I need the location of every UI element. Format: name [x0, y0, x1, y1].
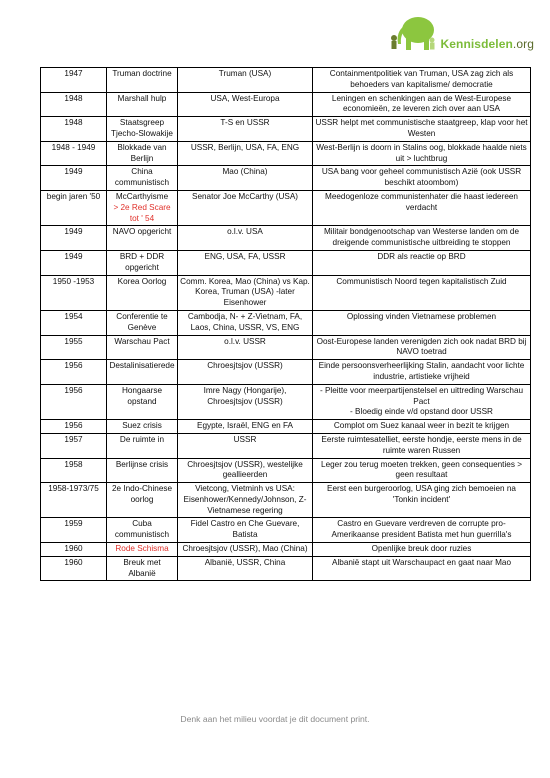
event-label: China communistisch — [114, 167, 170, 188]
event-cell — [107, 275, 178, 310]
event-cell — [107, 335, 178, 360]
event-label: Destalinisatierede — [109, 361, 175, 371]
table-row — [41, 543, 531, 557]
year-cell: 1948 — [41, 92, 107, 117]
event-cell — [107, 166, 178, 191]
year-cell: begin jaren '50 — [41, 190, 107, 225]
event-cell — [107, 543, 178, 557]
event-label: Cuba communistisch — [114, 519, 170, 540]
event-cell — [107, 190, 178, 225]
table-row — [41, 458, 531, 483]
event-cell — [107, 68, 178, 93]
parties-cell: Cambodja, N- + Z-Vietnam, FA, Laos, China, USSR, VS, ENG — [178, 310, 313, 335]
year-cell: 1958-1973/75 — [41, 483, 107, 518]
footer-note: Denk aan het milieu voordat je dit document print. — [180, 714, 370, 724]
table-row — [41, 433, 531, 458]
description-cell: Eerste ruimtesatelliet, eerste hondje, eerste mens in de ruimte waren Russen — [313, 433, 531, 458]
table-row — [41, 68, 531, 93]
parties-cell: ENG, USA, FA, USSR — [178, 250, 313, 275]
event-label: NAVO opgericht — [112, 227, 172, 237]
people-logo-icon — [388, 10, 438, 52]
parties-cell: Chroesjtsjov (USSR), Mao (China) — [178, 543, 313, 557]
event-label-highlight: > 2e Red Scare tot ' 54 — [113, 202, 171, 223]
parties-cell: Albanië, USSR, China — [178, 556, 313, 581]
event-label: BRD + DDR opgericht — [119, 251, 165, 272]
table-row — [41, 166, 531, 191]
logo-text-main: Kennisdelen — [440, 37, 513, 51]
table-row — [41, 275, 531, 310]
year-cell: 1956 — [41, 384, 107, 419]
table-row — [41, 360, 531, 385]
parties-cell: Truman (USA) — [178, 68, 313, 93]
description-cell: Oplossing vinden Vietnamese problemen — [313, 310, 531, 335]
year-cell: 1959 — [41, 518, 107, 543]
table-row — [41, 141, 531, 166]
parties-cell: USSR, Berlijn, USA, FA, ENG — [178, 141, 313, 166]
event-label: Hongaarse opstand — [121, 385, 163, 406]
description-cell: Openlijke breuk door ruzies — [313, 543, 531, 557]
parties-cell: USSR — [178, 433, 313, 458]
event-label-highlight: Rode Schisma — [115, 544, 169, 554]
logo-wordmark — [440, 38, 534, 50]
year-cell: 1960 — [41, 556, 107, 581]
description-cell: USA bang voor geheel communistisch Azië (ook USSR beschikt atoombom) — [313, 166, 531, 191]
event-cell — [107, 92, 178, 117]
year-cell: 1950 -1953 — [41, 275, 107, 310]
event-label: Warschau Pact — [114, 336, 170, 346]
year-cell: 1949 — [41, 226, 107, 251]
event-label: Breuk met Albanië — [123, 557, 161, 578]
parties-cell: Chroesjtsjov (USSR), westelijke geallieerden — [178, 458, 313, 483]
table-row — [41, 92, 531, 117]
parties-cell: Egypte, Israël, ENG en FA — [178, 420, 313, 434]
event-label: Truman doctrine — [112, 69, 172, 78]
table-row — [41, 226, 531, 251]
event-cell — [107, 556, 178, 581]
parties-cell: Senator Joe McCarthy (USA) — [178, 190, 313, 225]
description-cell: Complot om Suez kanaal weer in bezit te krijgen — [313, 420, 531, 434]
event-cell — [107, 141, 178, 166]
kennisdelen-logo — [388, 10, 534, 52]
table-row — [41, 117, 531, 142]
logo-text-suffix: .org — [512, 37, 534, 51]
parties-cell: Mao (China) — [178, 166, 313, 191]
description-cell: Communistisch Noord tegen kapitalistisch Zuid — [313, 275, 531, 310]
description-cell: Einde persoonsverheerlijking Stalin, aandacht voor lichte industrie, artistieke vrijheid — [313, 360, 531, 385]
year-cell: 1949 — [41, 250, 107, 275]
cold-war-timeline-table — [40, 67, 531, 581]
event-label: Berlijnse crisis — [115, 459, 169, 469]
table-row — [41, 518, 531, 543]
event-cell — [107, 420, 178, 434]
parties-cell: USA, West-Europa — [178, 92, 313, 117]
table-row — [41, 310, 531, 335]
table-row — [41, 420, 531, 434]
event-cell — [107, 310, 178, 335]
event-cell — [107, 483, 178, 518]
year-cell: 1954 — [41, 310, 107, 335]
event-label: Suez crisis — [122, 421, 162, 431]
description-cell: Militair bondgenootschap van Westerse landen om de dreigende communistische uitbreiding te stoppen — [313, 226, 531, 251]
parties-cell: Fidel Castro en Che Guevare, Batista — [178, 518, 313, 543]
description-cell: Containmentpolitiek van Truman, USA zag zich als behoeders van kapitalisme/ democratie — [313, 68, 531, 93]
event-label: Korea Oorlog — [117, 276, 167, 286]
event-label: Marshall hulp — [117, 93, 167, 103]
event-cell — [107, 226, 178, 251]
year-cell: 1948 — [41, 117, 107, 142]
description-cell: Leger zou terug moeten trekken, geen consequenties > geen resultaat — [313, 458, 531, 483]
parties-cell: Chroesjtsjov (USSR) — [178, 360, 313, 385]
event-label: Blokkade van Berlijn — [117, 142, 167, 163]
year-cell: 1957 — [41, 433, 107, 458]
table-row — [41, 384, 531, 419]
table-row — [41, 250, 531, 275]
timeline-body — [41, 68, 531, 581]
description-cell — [313, 384, 531, 419]
event-cell — [107, 433, 178, 458]
event-cell — [107, 250, 178, 275]
description-cell: USSR helpt met communistische staatgreep, klap voor het Westen — [313, 117, 531, 142]
year-cell: 1947 — [41, 68, 107, 93]
event-cell — [107, 518, 178, 543]
description-cell: Meedogenloze communistenhater die haast iedereen verdacht — [313, 190, 531, 225]
description-bullet: - Pleitte voor meerpartijenstelsel en uittreding Warschau Pact — [319, 385, 524, 406]
event-label: 2e Indo-Chinese oorlog — [111, 484, 173, 504]
year-cell: 1956 — [41, 360, 107, 385]
event-label: Conferentie te Genève — [116, 311, 168, 332]
year-cell: 1960 — [41, 543, 107, 557]
year-cell: 1949 — [41, 166, 107, 191]
event-cell — [107, 458, 178, 483]
event-cell — [107, 384, 178, 419]
description-cell: DDR als reactie op BRD — [313, 250, 531, 275]
parties-cell: Vietcong, Vietminh vs USA: Eisenhower/Kennedy/Johnson, Z-Vietnamese regering — [178, 483, 313, 518]
table-row — [41, 190, 531, 225]
description-cell: West-Berlijn is doorn in Stalins oog, blokkade haalde niets uit > luchtbrug — [313, 141, 531, 166]
event-label: McCarthyisme — [115, 191, 169, 201]
description-cell: Castro en Guevare verdreven de corrupte pro-Amerikaanse president Batista met hun guerrilla's — [313, 518, 531, 543]
description-cell: Oost-Europese landen verenigden zich ook nadat BRD bij NAVO toetrad — [313, 335, 531, 360]
table-row — [41, 483, 531, 518]
parties-cell: Imre Nagy (Hongarije), Chroesjtsjov (USSR) — [178, 384, 313, 419]
parties-cell: Comm. Korea, Mao (China) vs Kap. Korea, Truman (USA) -later Eisenhower — [178, 275, 313, 310]
event-label: De ruimte in — [119, 434, 165, 444]
description-cell: Leningen en schenkingen aan de West-Europese economieën, ze leveren zich over aan USA — [313, 92, 531, 117]
year-cell: 1955 — [41, 335, 107, 360]
table-row — [41, 335, 531, 360]
event-cell — [107, 117, 178, 142]
event-label: Staatsgreep Tjecho-Slowakije — [111, 118, 173, 138]
table-row — [41, 556, 531, 581]
event-cell — [107, 360, 178, 385]
year-cell: 1948 - 1949 — [41, 141, 107, 166]
parties-cell: T-S en USSR — [178, 117, 313, 142]
description-cell: Albanië stapt uit Warschaupact en gaat naar Mao — [313, 556, 531, 581]
year-cell: 1958 — [41, 458, 107, 483]
year-cell: 1956 — [41, 420, 107, 434]
parties-cell: o.l.v. USSR — [178, 335, 313, 360]
parties-cell: o.l.v. USA — [178, 226, 313, 251]
description-bullet: - Bloedig einde v/d opstand door USSR — [350, 407, 493, 417]
description-cell: Eerst een burgeroorlog, USA ging zich bemoeien na 'Tonkin incident' — [313, 483, 531, 518]
